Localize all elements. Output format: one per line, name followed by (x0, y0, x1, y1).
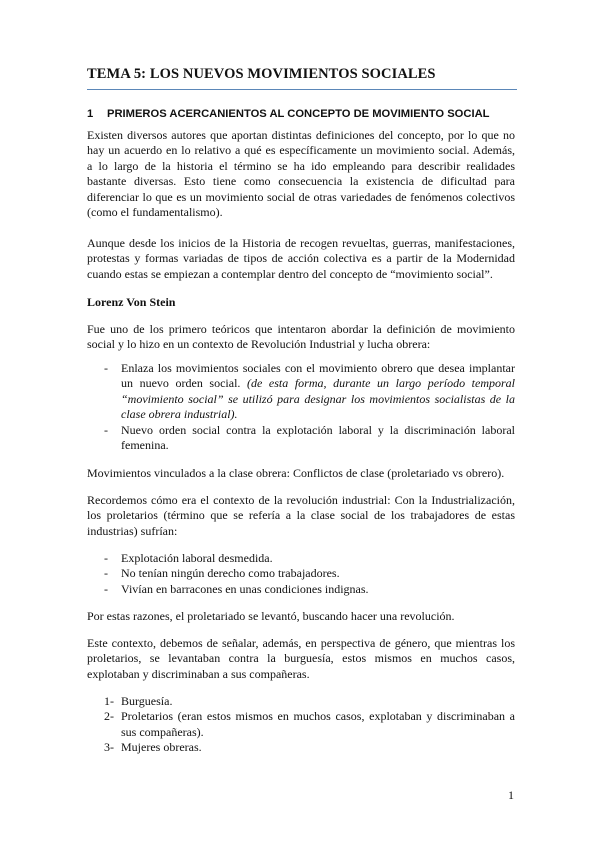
paragraph-2 (87, 236, 515, 282)
list-item (87, 551, 515, 566)
list-item-text (121, 740, 515, 755)
list-item-text (121, 361, 515, 423)
paragraph-7 (87, 636, 515, 682)
paragraph-line: a lo largo de la historia el término se ha ido empleando para describir realidades (87, 158, 515, 173)
paragraph-line: industrias) sufrían: (87, 523, 178, 538)
paragraph-line: diferenciar lo que es un movimiento social de otras variedades de fenómenos colectivos (87, 189, 515, 204)
paragraph-line: Recordemos cómo era el contexto de la revolución industrial: Con la Industrialización, (87, 493, 515, 507)
list-item-text: Vivían en barracones en unas condiciones indignas. (121, 581, 369, 596)
list-item-text (121, 709, 515, 740)
paragraph-5 (87, 493, 515, 539)
list-item-line: sus compañeras). (121, 724, 204, 739)
list-number: 3- (104, 740, 114, 755)
paragraph-line: proletarios, se levantaban contra la burguesía, estos mismos en muchos casos, (87, 651, 515, 666)
list-item (87, 709, 515, 740)
paragraph-line: protestas y formas variadas de tipos de acción colectiva es a partir de la Modernidad (87, 251, 515, 266)
bullet-list-2 (87, 551, 515, 597)
list-item-text (121, 694, 515, 709)
paragraph-line: Este contexto, debemos de señalar, además, en perspectiva de género, que mientras los (87, 636, 515, 650)
list-item-line: Proletarios (eran estos mismos en muchos casos, explotaban y discriminaban a (121, 709, 515, 724)
subheading-lorenz-von-stein: Lorenz Von Stein (87, 295, 176, 309)
list-item (87, 740, 515, 755)
page-number: 1 (508, 788, 514, 802)
list-number: 2- (104, 709, 114, 724)
paragraph-line: (como el fundamentalismo). (87, 205, 223, 220)
bullet-dash: - (104, 361, 108, 375)
list-item-line: Nuevo orden social contra la explotación laboral y la discriminación laboral (121, 422, 515, 437)
list-item-text (121, 423, 515, 454)
list-item-line: Burguesía. (121, 694, 173, 708)
document-title: TEMA 5: LOS NUEVOS MOVIMIENTOS SOCIALES (87, 66, 436, 82)
list-number: 1- (104, 694, 114, 708)
list-item (87, 566, 515, 581)
list-item-line: Mujeres obreras. (121, 740, 202, 755)
paragraph-line: cuando estas se empiezan a contemplar dentro del concepto de “movimiento social”. (87, 266, 493, 281)
list-item-text: Explotación laboral desmedida. (121, 551, 273, 565)
list-item-line: femenina. (121, 438, 169, 453)
paragraph-line: explotaban y discriminaban a sus compañeras. (87, 666, 310, 681)
paragraph-line: bastante diversas. Esto tiene como consecuencia la existencia de dificultad para (87, 174, 515, 189)
section-heading-text: PRIMEROS ACERCANIENTOS AL CONCEPTO DE MOVIMIENTO SOCIAL (107, 108, 490, 120)
section-number: 1 (87, 108, 94, 120)
title-underline (87, 89, 517, 90)
list-item-line (121, 376, 515, 391)
paragraph-line: Aunque desde los inicios de la Historia de recogen revueltas, guerras, manifestaciones, (87, 236, 515, 250)
bullet-dash: - (104, 551, 108, 565)
bullet-list-1 (87, 361, 515, 453)
list-item (87, 423, 515, 454)
list-item-text: No tenían ningún derecho como trabajadores. (121, 566, 340, 581)
list-item-italic-note: clase obrera industrial). (121, 407, 238, 422)
list-item-segment: un nuevo orden social. (121, 376, 241, 391)
list-item-line: Enlaza los movimientos sociales con el movimiento obrero que desea implantar (121, 361, 515, 375)
paragraph-6: Por estas razones, el proletariado se levantó, buscando hacer una revolución. (87, 609, 455, 623)
section-heading (87, 108, 527, 120)
paragraph-line: hay un acuerdo en lo relativo a qué es específicamente un movimiento social. Además, (87, 143, 515, 158)
paragraph-1 (87, 128, 515, 220)
list-item (87, 582, 515, 597)
list-item-italic-note: (de esta forma, durante un largo período temporal (240, 376, 516, 391)
bullet-dash: - (104, 566, 108, 581)
list-item (87, 694, 515, 709)
paragraph-4: Movimientos vinculados a la clase obrera: Conflictos de clase (proletariado vs obrero). (87, 466, 505, 480)
bullet-dash: - (104, 581, 108, 596)
paragraph-line: Fue uno de los primero teóricos que intentaron abordar la definición de movimiento (87, 322, 515, 336)
bullet-dash: - (104, 422, 108, 437)
list-item (87, 361, 515, 423)
paragraph-line: social y lo hizo en un contexto de Revolución Industrial y lucha obrera: (87, 337, 431, 352)
numbered-list (87, 694, 515, 756)
paragraph-line: los proletarios (término que se refería a la clase social de los trabajadores de estas (87, 508, 515, 523)
paragraph-3 (87, 322, 515, 353)
paragraph-line: Existen diversos autores que aportan distintas definiciones del concepto, por lo que no (87, 128, 515, 142)
list-item-italic-note: “movimiento social” se utilizó para designar los movimientos socialistas de la (121, 391, 515, 406)
